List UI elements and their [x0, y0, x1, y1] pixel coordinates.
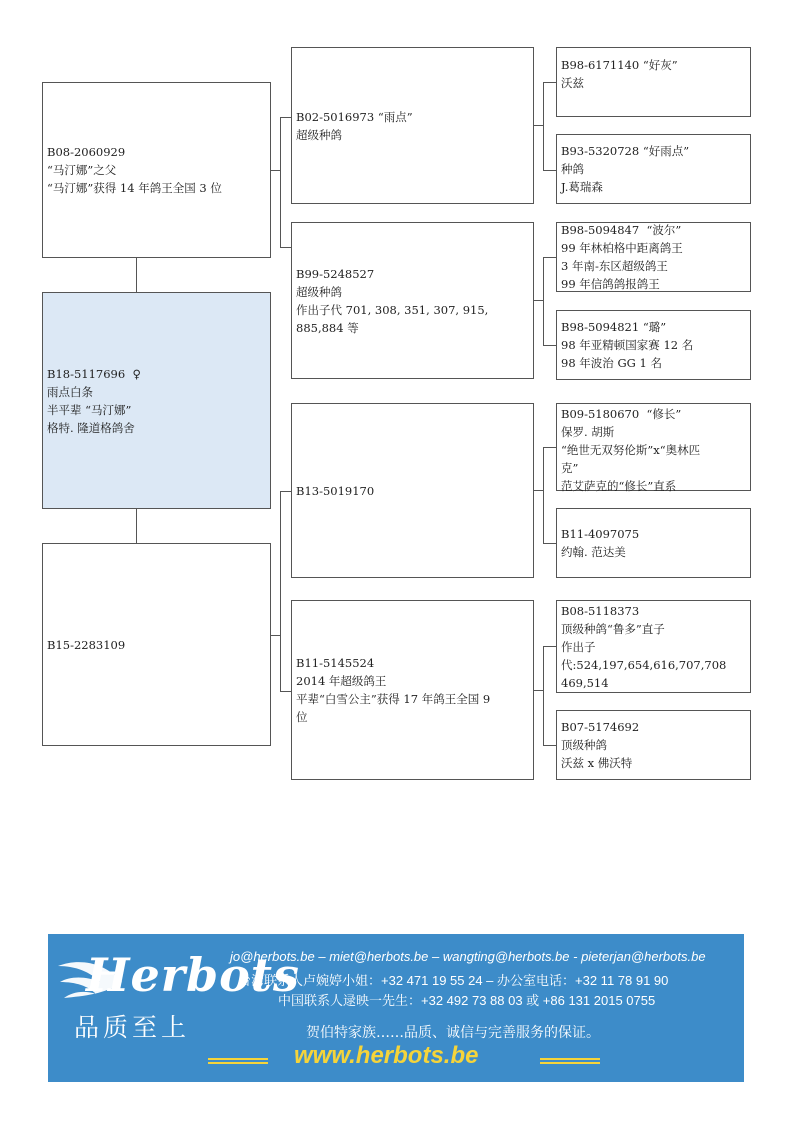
sds-box: [556, 222, 751, 292]
pedigree-line: B08-5118373: [561, 603, 640, 618]
right-dashes: [540, 1058, 600, 1064]
pedigree-line: “绝世无双努伦斯”x“奥林匹: [561, 443, 701, 457]
pedigree-line: 99 年信鸽鸽报鸽王: [561, 277, 660, 291]
pedigree-line: “马汀娜”获得 14 年鸽王全国 3 位: [47, 181, 222, 195]
pedigree-line: B02-5016973 “雨点”: [296, 109, 413, 124]
connector: [136, 258, 137, 292]
sire-sire-box: [291, 47, 534, 204]
pedigree-line: B18-5117696 ♀: [47, 366, 141, 381]
ddd-box: [556, 710, 751, 780]
pedigree-line: 沃兹: [561, 76, 584, 90]
pedigree-line: 作出子代 701, 308, 351, 307, 915,: [296, 302, 489, 317]
dds-box: [556, 600, 751, 693]
pedigree-line: 顶级种鸽“鲁多”直子: [561, 621, 665, 636]
pedigree-line: 885,884 等: [296, 320, 359, 335]
connector: [280, 117, 291, 118]
pedigree-line: 范艾萨克的“修长”直系: [561, 479, 677, 493]
sss-box: [556, 47, 751, 117]
sire-box: [42, 82, 271, 258]
pedigree-line: 沃兹 x 佛沃特: [561, 756, 633, 770]
pedigree-line: 98 年波治 GG 1 名: [561, 356, 662, 370]
connector: [543, 745, 556, 746]
ssd-box: [556, 134, 751, 204]
connector: [280, 117, 281, 247]
connector: [543, 82, 544, 170]
pedigree-line: B93-5320728 “好雨点”: [561, 144, 690, 158]
sdd-box: [556, 310, 751, 380]
connector: [543, 345, 556, 346]
connector: [280, 491, 281, 691]
pedigree-line: J.葛瑞森: [561, 180, 603, 194]
pedigree-line: 99 年林柏格中距离鸽王: [561, 241, 683, 255]
connector: [543, 646, 556, 647]
pedigree-line: 约翰. 范达美: [561, 545, 626, 559]
pedigree-line: B13-5019170: [296, 483, 375, 498]
connector: [543, 82, 556, 83]
pedigree-line: 顶级种鸽: [561, 738, 607, 752]
pedigree-line: B98-6171140 “好灰”: [561, 58, 678, 72]
pedigree-line: B09-5180670 “修长”: [561, 407, 682, 421]
pedigree-line: 克”: [561, 461, 579, 475]
pedigree-line: 平辈“白雪公主”获得 17 年鸽王全国 9: [296, 692, 491, 706]
pedigree-line: 种鸽: [561, 162, 584, 176]
dam-box: [42, 543, 271, 746]
pedigree-line: B99-5248527: [296, 266, 375, 281]
pedigree-line: 半平辈 “马汀娜”: [47, 402, 132, 417]
pedigree-line: B07-5174692: [561, 720, 640, 734]
connector: [543, 543, 556, 544]
left-dashes: [208, 1058, 268, 1064]
taiwan-contact: 台湾联系人卢婉婷小姐：+32 471 19 55 24 – 办公室电话：+32 11 78 91 90: [238, 973, 669, 988]
connector: [543, 447, 556, 448]
dam-dam-box: [291, 600, 534, 780]
dam-sire-box: [291, 403, 534, 578]
pedigree-line: B15-2283109: [47, 637, 126, 652]
pedigree-line: B98-5094847 “波尔”: [561, 223, 682, 237]
pedigree-line: B98-5094821 “璐”: [561, 320, 667, 334]
pedigree-line: 雨点白条: [47, 384, 93, 399]
connector: [543, 257, 544, 345]
pedigree-line: 代:524,197,654,616,707,708: [561, 657, 727, 672]
dsd-box: [556, 508, 751, 578]
subject-box: [42, 292, 271, 509]
pedigree-line: 作出子: [561, 639, 596, 654]
pedigree-line: 格特. 隆道格鸽舍: [47, 420, 135, 435]
email-line[interactable]: jo@herbots.be – miet@herbots.be – wangting@herbots.be - pieterjan@herbots.be: [230, 949, 706, 964]
connector: [543, 646, 544, 745]
website-link[interactable]: www.herbots.be: [294, 1042, 479, 1069]
connector: [543, 170, 556, 171]
connector: [280, 691, 291, 692]
connector: [543, 257, 556, 258]
pedigree-line: B11-5145524: [296, 656, 375, 670]
pedigree-line: B11-4097075: [561, 527, 640, 541]
pedigree-line: 469,514: [561, 675, 609, 690]
herbots-logo: Herbots: [86, 948, 300, 1002]
dss-box: [556, 403, 751, 491]
slogan: 贺伯特家族……品质、诚信与完善服务的保证。: [306, 1025, 600, 1041]
pedigree-line: 98 年亚精顿国家赛 12 名: [561, 338, 694, 352]
pedigree-line: “马汀娜”之父: [47, 163, 117, 177]
pedigree-line: 超级种鸽: [296, 127, 342, 142]
logo-tagline: 品质至上: [74, 1013, 191, 1042]
sire-dam-box: [291, 222, 534, 379]
pedigree-line: 2014 年超级鸽王: [296, 674, 387, 688]
china-contact: 中国联系人逯映一先生：+32 492 73 88 03 或 +86 131 2015 0755: [278, 993, 656, 1008]
pedigree-line: 保罗. 胡斯: [561, 425, 615, 439]
pedigree-line: 3 年南-东区超级鸽王: [561, 259, 668, 273]
connector: [280, 491, 291, 492]
connector: [280, 247, 291, 248]
connector: [136, 509, 137, 543]
pedigree-line: 位: [296, 710, 308, 724]
pedigree-line: B08-2060929: [47, 145, 126, 159]
connector: [543, 447, 544, 543]
pedigree-line: 超级种鸽: [296, 284, 342, 299]
contact-banner: [48, 934, 744, 1082]
